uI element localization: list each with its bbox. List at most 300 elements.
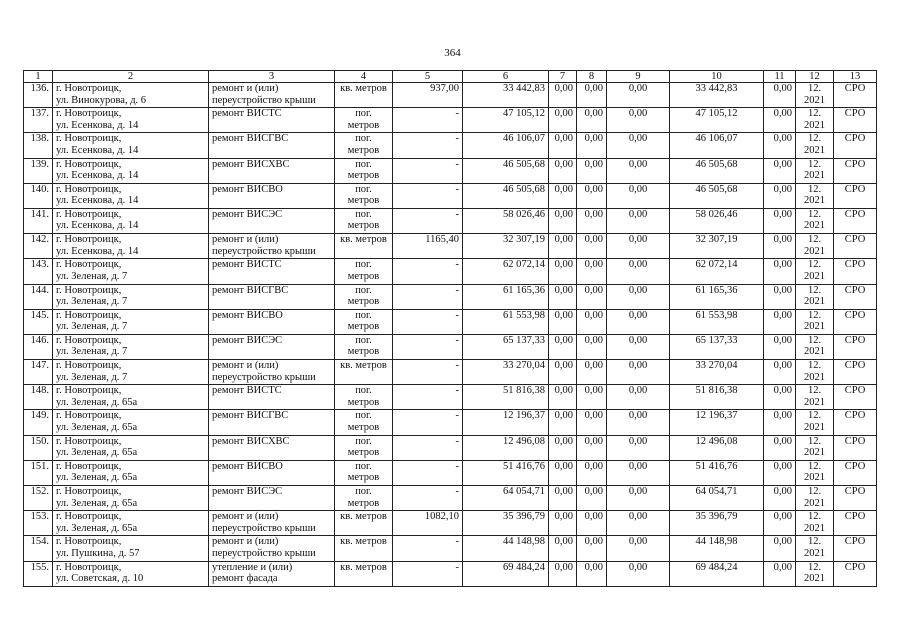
method-cell [834,158,877,183]
period-cell [796,83,834,108]
col10-cell [670,385,764,410]
unit-line1: пог. [355,385,372,397]
col8-value: 0,00 [584,108,603,120]
work-type-line1: ремонт ВИСТС [212,385,282,397]
col8-cell [577,511,607,536]
total-cost-cell [463,183,549,208]
address-street: ул. Есенкова, д. 14 [56,195,139,207]
col10-value: 35 396,79 [695,511,738,523]
col10-value: 12 496,08 [695,435,738,447]
col8-value: 0,00 [584,133,603,145]
method-value: СРО [844,360,866,372]
work-type-line1: ремонт и (или) [212,360,279,372]
unit-line1: пог. [355,309,372,321]
col7-cell [549,536,577,561]
col9-value: 0,00 [628,259,648,271]
col9-cell [607,208,670,233]
total-cost-value: 58 026,46 [503,208,545,220]
address-city: г. Новотроицк, [56,309,122,321]
col8-cell [577,234,607,259]
column-header: 8 [577,71,607,83]
method-cell [834,460,877,485]
period-cell [796,410,834,435]
work-type-cell [209,83,335,108]
col8-cell [577,284,607,309]
period-year: 2021 [804,371,825,383]
address-cell [53,108,209,133]
col9-cell [607,284,670,309]
table-row [24,511,877,536]
quantity-cell [393,158,463,183]
unit-line2: метров [347,346,380,358]
table-row [24,83,877,108]
work-type-cell [209,460,335,485]
col11-cell [764,385,796,410]
work-type-line1: ремонт ВИСХВС [212,158,290,170]
address-cell [53,385,209,410]
col8-value: 0,00 [584,183,603,195]
quantity-cell [393,234,463,259]
method-cell [834,511,877,536]
col9-cell [607,234,670,259]
col8-value: 0,00 [584,309,603,321]
col9-value: 0,00 [628,460,648,472]
table-body [24,83,877,587]
unit-line1: пог. [355,435,372,447]
unit-line2: метров [347,144,380,156]
col8-cell [577,133,607,158]
row-number-cell [24,284,53,309]
column-header: 2 [53,71,209,83]
table-row [24,108,877,133]
total-cost-value: 33 270,04 [503,360,545,372]
work-type-line1: ремонт ВИСЭС [212,486,283,497]
row-number: 141. [30,208,49,220]
row-number: 151. [30,460,49,472]
address-cell [53,360,209,385]
column-header: 13 [834,71,877,83]
col11-cell [764,511,796,536]
unit-line2: метров [347,447,380,459]
total-cost-cell [463,460,549,485]
period-year: 2021 [804,573,825,585]
total-cost-cell [463,259,549,284]
col7-cell [549,561,577,586]
method-value: СРО [844,410,866,422]
address-city: г. Новотроицк, [56,83,122,94]
column-header: 12 [796,71,834,83]
col10-cell [670,460,764,485]
col9-cell [607,259,670,284]
total-cost-cell [463,334,549,359]
quantity-value: - [455,158,459,170]
col8-cell [577,108,607,133]
col11-value: 0,00 [773,536,792,548]
unit-cell [335,486,393,511]
quantity-value: - [455,460,459,472]
method-value: СРО [844,511,866,523]
col7-cell [549,108,577,133]
page-number: 364 [444,47,461,59]
unit-line2: метров [347,321,380,333]
address-street: ул. Есенкова, д. 14 [56,170,139,182]
work-type-cell [209,259,335,284]
method-cell [834,309,877,334]
total-cost-cell [463,309,549,334]
col9-value: 0,00 [628,385,648,397]
unit-line1: пог. [355,486,372,497]
quantity-value: - [455,410,459,422]
total-cost-cell [463,158,549,183]
quantity-cell [393,83,463,108]
col10-cell [670,334,764,359]
method-value: СРО [844,435,866,447]
col11-value: 0,00 [773,486,792,497]
column-header: 11 [764,71,796,83]
method-value: СРО [844,108,866,120]
work-type-line1: ремонт ВИСЭС [212,208,283,220]
col10-cell [670,158,764,183]
col10-value: 65 137,33 [695,334,738,346]
total-cost-cell [463,511,549,536]
period-cell [796,108,834,133]
address-cell [53,536,209,561]
method-cell [834,108,877,133]
col7-cell [549,360,577,385]
unit-line2: метров [347,296,380,307]
address-cell [53,561,209,586]
col8-value: 0,00 [584,234,603,246]
method-cell [834,385,877,410]
method-cell [834,486,877,511]
period-month: 12. [807,486,822,497]
total-cost-value: 61 553,98 [503,309,545,321]
period-year: 2021 [804,245,825,257]
col9-cell [607,460,670,485]
works-table [23,70,877,587]
period-cell [796,460,834,485]
col11-value: 0,00 [773,83,792,94]
col9-cell [607,133,670,158]
total-cost-value: 46 505,68 [503,158,545,170]
table-row [24,536,877,561]
work-type-cell [209,561,335,586]
address-cell [53,234,209,259]
col9-cell [607,309,670,334]
period-year: 2021 [804,522,825,534]
total-cost-value: 61 165,36 [503,284,545,296]
quantity-value: - [455,309,459,321]
row-number: 150. [30,435,49,447]
address-city: г. Новотроицк, [56,284,122,296]
total-cost-cell [463,561,549,586]
col7-cell [549,208,577,233]
unit-line2: метров [347,220,380,232]
col7-value: 0,00 [554,83,573,94]
period-year: 2021 [804,170,825,182]
col9-value: 0,00 [628,83,648,94]
address-street: ул. Зеленая, д. 7 [56,296,128,307]
unit-cell [335,561,393,586]
work-type-cell [209,183,335,208]
quantity-cell [393,334,463,359]
quantity-cell [393,183,463,208]
unit-cell [335,536,393,561]
col7-cell [549,385,577,410]
col10-cell [670,309,764,334]
work-type-cell [209,334,335,359]
address-city: г. Новотроицк, [56,486,122,497]
col10-value: 51 416,76 [695,460,738,472]
work-type-line2: переустройство крыши [212,547,316,559]
period-year: 2021 [804,296,825,307]
unit-line1: пог. [355,108,372,120]
row-number-cell [24,259,53,284]
address-city: г. Новотроицк, [56,561,122,573]
col7-value: 0,00 [554,460,573,472]
total-cost-value: 12 496,08 [503,435,545,447]
col9-value: 0,00 [628,511,648,523]
col11-value: 0,00 [773,385,792,397]
col9-cell [607,158,670,183]
unit-cell [335,259,393,284]
col7-cell [549,183,577,208]
col10-value: 51 816,38 [695,385,738,397]
col8-value: 0,00 [584,334,603,346]
col10-value: 64 054,71 [695,486,738,497]
row-number-cell [24,410,53,435]
work-type-line2: переустройство крыши [212,522,316,534]
quantity-cell [393,486,463,511]
quantity-cell [393,536,463,561]
unit-line2: метров [347,170,380,182]
col11-cell [764,259,796,284]
col7-cell [549,284,577,309]
col11-value: 0,00 [773,334,792,346]
total-cost-cell [463,284,549,309]
unit-cell [335,385,393,410]
work-type-line1: ремонт ВИСЭС [212,334,283,346]
period-year: 2021 [804,195,825,207]
period-year: 2021 [804,94,825,106]
period-month: 12. [807,435,822,447]
col11-cell [764,234,796,259]
total-cost-value: 46 505,68 [503,183,545,195]
row-number: 147. [30,360,49,372]
col7-value: 0,00 [554,208,573,220]
address-street: ул. Зеленая, д. 7 [56,346,128,358]
col11-cell [764,183,796,208]
col7-value: 0,00 [554,234,573,246]
row-number: 145. [30,309,49,321]
period-year: 2021 [804,270,825,282]
unit-cell [335,158,393,183]
col10-cell [670,511,764,536]
work-type-line1: ремонт и (или) [212,234,279,246]
col10-value: 46 505,68 [695,183,738,195]
period-month: 12. [807,309,822,321]
column-number-row [24,71,877,83]
table-row [24,334,877,359]
col7-value: 0,00 [554,183,573,195]
total-cost-value: 12 196,37 [503,410,545,422]
unit-line2: метров [347,396,380,408]
table-row [24,309,877,334]
table-row [24,385,877,410]
col10-cell [670,536,764,561]
col10-cell [670,133,764,158]
row-number: 149. [30,410,49,422]
quantity-cell [393,284,463,309]
col11-value: 0,00 [773,360,792,372]
unit-line1: пог. [355,259,372,271]
address-cell [53,158,209,183]
row-number: 140. [30,183,49,195]
address-city: г. Новотроицк, [56,460,122,472]
total-cost-cell [463,435,549,460]
col10-cell [670,435,764,460]
period-cell [796,486,834,511]
col8-value: 0,00 [584,460,603,472]
quantity-cell [393,208,463,233]
row-number-cell [24,208,53,233]
period-month: 12. [807,259,822,271]
quantity-value: 937,00 [430,83,459,94]
quantity-value: - [455,536,459,548]
total-cost-value: 32 307,19 [503,234,545,246]
col11-cell [764,536,796,561]
row-number: 144. [30,284,49,296]
unit-line2: метров [347,421,380,433]
col9-value: 0,00 [628,158,648,170]
row-number-cell [24,183,53,208]
method-cell [834,259,877,284]
address-cell [53,435,209,460]
period-cell [796,309,834,334]
col11-cell [764,108,796,133]
row-number-cell [24,309,53,334]
col9-value: 0,00 [628,561,648,573]
total-cost-value: 51 416,76 [503,460,545,472]
period-month: 12. [807,108,822,120]
total-cost-cell [463,83,549,108]
col11-cell [764,360,796,385]
col9-value: 0,00 [628,208,648,220]
address-city: г. Новотроицк, [56,360,122,372]
col7-value: 0,00 [554,360,573,372]
work-type-line1: ремонт и (или) [212,83,279,94]
col7-cell [549,83,577,108]
col9-cell [607,183,670,208]
col11-cell [764,133,796,158]
work-type-line2: переустройство крыши [212,94,316,106]
unit-line1: пог. [355,334,372,346]
period-year: 2021 [804,447,825,459]
row-number-cell [24,360,53,385]
unit-cell [335,435,393,460]
period-cell [796,208,834,233]
col7-cell [549,158,577,183]
col7-cell [549,259,577,284]
address-street: ул. Зеленая, д. 7 [56,371,128,383]
col8-value: 0,00 [584,486,603,497]
row-number-cell [24,334,53,359]
quantity-value: - [455,360,459,372]
unit-cell [335,460,393,485]
period-cell [796,561,834,586]
total-cost-cell [463,410,549,435]
col9-cell [607,385,670,410]
col8-cell [577,158,607,183]
col9-cell [607,360,670,385]
address-city: г. Новотроицк, [56,385,122,397]
period-month: 12. [807,460,822,472]
row-number: 137. [30,108,49,120]
period-year: 2021 [804,472,825,484]
col11-value: 0,00 [773,284,792,296]
unit-line2: метров [347,195,380,207]
address-cell [53,133,209,158]
col9-value: 0,00 [628,183,648,195]
col9-value: 0,00 [628,234,648,246]
col11-value: 0,00 [773,234,792,246]
work-type-line1: ремонт ВИСХВС [212,435,290,447]
total-cost-cell [463,108,549,133]
unit-cell [335,208,393,233]
col10-value: 62 072,14 [695,259,738,271]
col7-value: 0,00 [554,410,573,422]
col8-value: 0,00 [584,83,603,94]
method-cell [834,536,877,561]
table-row [24,460,877,485]
quantity-cell [393,435,463,460]
row-number: 136. [30,83,49,94]
method-cell [834,133,877,158]
address-street: ул. Пушкина, д. 57 [56,547,140,559]
method-value: СРО [844,83,866,94]
method-cell [834,234,877,259]
unit-cell [335,334,393,359]
row-number: 146. [30,334,49,346]
unit-cell [335,108,393,133]
column-header: 4 [335,71,393,83]
col10-cell [670,284,764,309]
quantity-value: - [455,334,459,346]
col8-cell [577,183,607,208]
unit-cell [335,511,393,536]
period-month: 12. [807,511,822,523]
period-month: 12. [807,360,822,372]
col10-cell [670,183,764,208]
method-cell [834,561,877,586]
row-number-cell [24,460,53,485]
col7-cell [549,486,577,511]
work-type-line2: переустройство крыши [212,371,316,383]
period-month: 12. [807,133,822,145]
period-cell [796,133,834,158]
address-street: ул. Зеленая, д. 65а [56,447,138,459]
unit-cell [335,83,393,108]
unit-line1: пог. [355,133,372,145]
col8-cell [577,561,607,586]
col11-value: 0,00 [773,435,792,447]
unit-line2: метров [347,497,380,509]
col10-cell [670,259,764,284]
table-row [24,360,877,385]
col9-value: 0,00 [628,309,648,321]
col10-value: 46 505,68 [695,158,738,170]
period-cell [796,334,834,359]
